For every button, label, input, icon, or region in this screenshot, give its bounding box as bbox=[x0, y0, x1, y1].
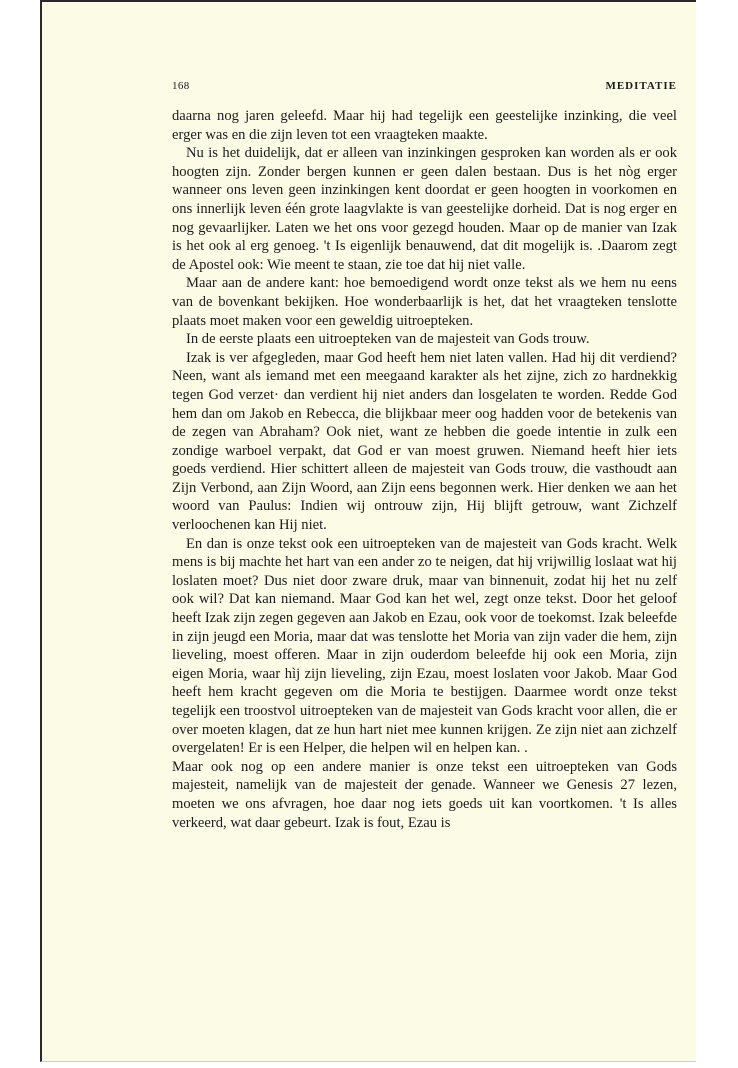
running-header bbox=[172, 80, 677, 96]
running-title: MEDITATIE bbox=[605, 80, 677, 92]
book-page bbox=[172, 80, 677, 832]
paragraph-continuation: daarna nog jaren geleefd. Maar hij had tegelijk een geestelijke inzinking, die veel erger was en die zijn leven tot een vraagteken maakte. bbox=[172, 108, 677, 143]
paragraph: Izak is ver afgegleden, maar God heeft hem niet laten vallen. Had hij dit verdiend? Neen, want als iemand met een meegaand karakter als het zijne, zich zo hardnekkig tegen God verzet· dan verdient hij niet anders dan losgelaten te worden. Redde God hem dan om Jakob en Rebecca, die blijkbaar meer oog hadden voor de betekenis van de zegen van Abraham? Ook niet, want ze hebben die goede intentie in zulk een zondige warboel verpakt, dat God er van moest gruwen. Niemand heeft hier iets goeds verdiend. Hier schittert alleen de majesteit van Gods trouw, die vasthoudt aan Zijn Verbond, aan Zijn Woord, aan Zijn eens begonnen werk. Hier denken we aan het woord van Paulus: Indien wij ontrouw zijn, Hij blijft getrouw, want Zichzelf verloochenen kan Hij niet. bbox=[172, 349, 677, 534]
page-number: 168 bbox=[172, 80, 190, 92]
paragraph: En dan is onze tekst ook een uitroepteken van de majesteit van Gods kracht. Welk mens is bij machte het hart van een ander zo te neigen, dat hij vrijwillig loslaat wat hij loslaten moet? Dus niet door zware druk, maar van binnenuit, zodat hij het nu zelf ook wil? Dat kan niemand. Maar God kan het wel, zegt onze tekst. Door het geloof heeft Izak zijn zegen gegeven aan Jakob en Ezau, ook voor de toekomst. Izak beleefde in zijn jeugd een Moria, maar dat was tenslotte het Moria van zijn vader die hem, zijn lieveling, moest offeren. Maar in zijn ouderdom beleefde hij ook een Moria, zijn eigen Moria, waar hìj zijn lieveling, zijn Ezau, moest loslaten voor Jakob. Maar God heeft hem kracht gegeven om die Moria te bestijgen. Daarmee wordt onze tekst tegelijk een troostvol uitroepteken van de majesteit van Gods kracht voor allen, die er over moeten klagen, dat ze hun hart niet mee kunnen krijgen. Ze zijn niet aan zichzelf overgelaten! Er is een Helper, die helpen wil en helpen kan. . bbox=[172, 535, 677, 757]
paragraph: Nu is het duidelijk, dat er alleen van inzinkingen gesproken kan worden als er ook hoogten zijn. Zonder bergen kunnen er geen dalen bestaan. Dus is het nòg erger wanneer ons leven geen inzinkingen kent doordat er geen hoogten in voorkomen en ons innerlijk leven één grote laagvlakte is van geestelijke dorheid. Dat is nog erger en nog gevaarlijker. Laten we het ons voor gezegd houden. Maar op de manier van Izak is het ook al erg genoeg. 't Is eigenlijk benauwend, dat dit mogelijk is. .Daarom zegt de Apostel ook: Wie meent te staan, zie toe dat hij niet valle. bbox=[172, 145, 677, 273]
paragraph: In de eerste plaats een uitroepteken van de majesteit van Gods trouw. bbox=[186, 331, 590, 348]
paragraph: Maar aan de andere kant: hoe bemoedigend wordt onze tekst als we hem nu eens van de bovenkant bekijken. Hoe wonderbaarlijk is het, dat het vraagteken tenslotte plaats moet maken voor een geweldig uitroepteken. bbox=[172, 275, 677, 329]
paragraph: Maar ook nog op een andere manier is onze tekst een uitroepteken van Gods majesteit, namelijk van de majesteit der genade. Wanneer we Genesis 27 lezen, moeten we ons afvragen, hoe daar nog iets goeds uit kan voortkomen. 't Is alles verkeerd, wat daar gebeurt. Izak is fout, Ezau is bbox=[172, 758, 677, 831]
